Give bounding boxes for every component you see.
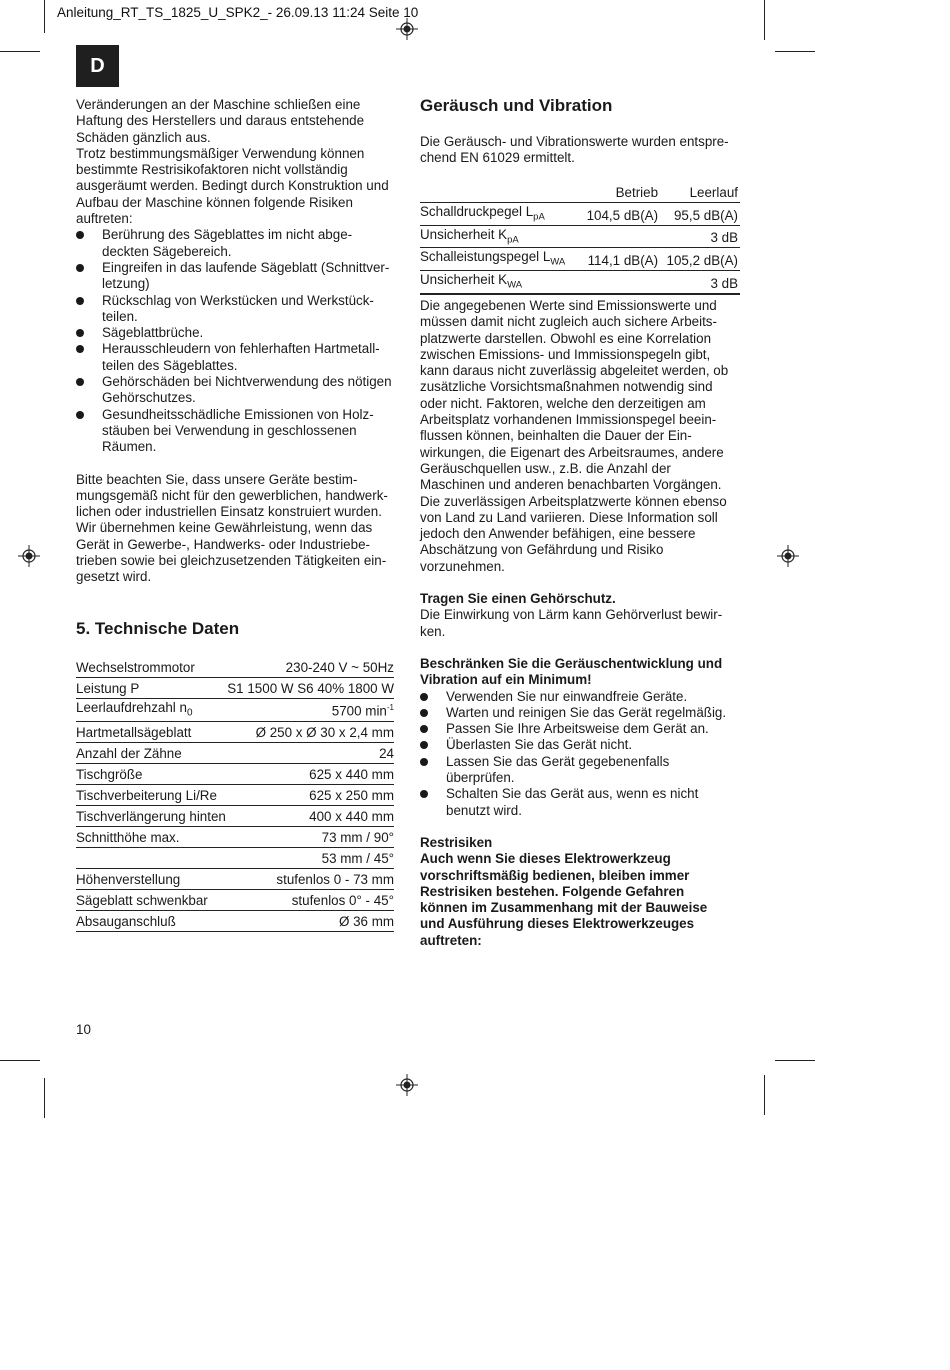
text-line: Räumen. bbox=[102, 439, 157, 455]
text-line: Überlasten Sie das Gerät nicht. bbox=[446, 737, 633, 753]
rest-line-text: auftreten: bbox=[420, 932, 482, 948]
spec-label: Schnitthöhe max. bbox=[76, 826, 227, 847]
spec-value-sup: -1 bbox=[386, 703, 394, 713]
noise-heading: Geräusch und Vibration bbox=[420, 96, 613, 115]
rest-line bbox=[420, 868, 740, 884]
text-line: Sägeblattbrüche. bbox=[102, 325, 204, 341]
rest-line-text: Restrisiken bestehen. Folgende Gefahren bbox=[420, 883, 685, 899]
file-header: Anleitung_RT_TS_1825_U_SPK2_- 26.09.13 11:24 Seite 10 bbox=[57, 5, 419, 20]
crop-mark bbox=[44, 0, 45, 33]
noise-label-cell bbox=[420, 225, 580, 248]
list-item bbox=[420, 737, 740, 753]
column-header: Leerlauf bbox=[660, 182, 740, 203]
text-line: letzung) bbox=[102, 276, 150, 292]
text-line: überprüfen. bbox=[446, 770, 515, 786]
crop-mark bbox=[0, 51, 40, 52]
text-line: Herausschleudern von fehlerhaften Hartmetall- bbox=[102, 341, 380, 357]
emission-paragraph bbox=[420, 298, 740, 949]
text-line: stäuben bei Verwendung in geschlossenen bbox=[102, 422, 357, 438]
spec-label: Anzahl der Zähne bbox=[76, 742, 227, 763]
noise-betrieb: 114,1 dB(A) bbox=[580, 248, 660, 271]
table-row bbox=[76, 805, 394, 826]
text-line: Passen Sie Ihre Arbeitsweise dem Gerät an. bbox=[446, 721, 709, 737]
spec-label: Wechselstrommotor bbox=[76, 657, 227, 678]
table-row bbox=[76, 742, 394, 763]
rest-line bbox=[420, 884, 740, 900]
text-line: Gesundheitsschädliche Emissionen von Holz- bbox=[102, 406, 374, 422]
list-item bbox=[76, 293, 396, 326]
bullet-icon bbox=[420, 725, 428, 733]
rest-heading-text: Restrisiken bbox=[420, 834, 493, 850]
registration-mark-icon bbox=[18, 545, 40, 567]
text-line: Die Einwirkung von Lärm kann Gehörverlust bewir- bbox=[420, 607, 723, 623]
table-row bbox=[420, 225, 740, 248]
table-header-empty bbox=[420, 182, 580, 203]
noise-label-cell bbox=[420, 271, 580, 294]
text-line: chend EN 61029 ermittelt. bbox=[420, 150, 575, 166]
registration-mark-icon bbox=[777, 545, 799, 567]
rest-line bbox=[420, 916, 740, 932]
table-row bbox=[76, 910, 394, 931]
usage-paragraph bbox=[76, 472, 396, 586]
bullet-icon bbox=[420, 790, 428, 798]
text-line: ken. bbox=[420, 623, 446, 639]
text-line: Arbeitsplatz vorhandenen Immissionspegel beein- bbox=[420, 412, 717, 428]
spec-label bbox=[76, 847, 227, 868]
text-line: Aufbau der Maschine können folgende Risiken bbox=[76, 194, 353, 210]
text-line: wirkungen, die Eigenart des Arbeitsraumes, andere bbox=[420, 444, 724, 460]
text-line: Schalten Sie das Gerät aus, wenn es nicht bbox=[446, 786, 699, 802]
text-line: mungsgemäß nicht für den gewerblichen, handwerk- bbox=[76, 487, 388, 503]
intro-paragraph bbox=[76, 97, 396, 227]
bullet-icon bbox=[76, 231, 84, 239]
rest-line bbox=[420, 933, 740, 949]
text-line: vorzunehmen. bbox=[420, 558, 505, 574]
list-item bbox=[420, 754, 740, 787]
column-header: Betrieb bbox=[580, 182, 660, 203]
limit-heading bbox=[420, 672, 740, 688]
text-line: ausgeräumt werden. Bedingt durch Konstruktion und bbox=[76, 178, 389, 194]
noise-intro bbox=[420, 134, 740, 167]
text-line: deckten Sägebereich. bbox=[102, 243, 232, 259]
list-item bbox=[76, 374, 396, 407]
text-line: Veränderungen an der Maschine schließen eine bbox=[76, 97, 361, 112]
table-row bbox=[76, 699, 394, 722]
table-row bbox=[420, 203, 740, 226]
spec-value: stufenlos 0 - 73 mm bbox=[227, 868, 394, 889]
text-line: Verwenden Sie nur einwandfreie Geräte. bbox=[446, 688, 688, 704]
noise-betrieb bbox=[580, 225, 660, 248]
table-row bbox=[76, 678, 394, 699]
spec-value: 53 mm / 45° bbox=[227, 847, 394, 868]
noise-leerlauf: 3 dB bbox=[660, 225, 740, 248]
limit-section bbox=[420, 656, 740, 819]
noise-label: Unsicherheit K bbox=[420, 272, 508, 288]
text-line: Lassen Sie das Gerät gegebenenfalls bbox=[446, 753, 670, 769]
text-line: Die zuverlässigen Arbeitsplatzwerte können ebenso bbox=[420, 493, 727, 509]
crop-mark bbox=[775, 1060, 815, 1061]
table-header-row bbox=[420, 182, 740, 203]
spec-label: Tischgröße bbox=[76, 763, 227, 784]
spec-value: 625 x 440 mm bbox=[227, 763, 394, 784]
text-line: müssen damit nicht zugleich auch sichere Arbeits- bbox=[420, 314, 717, 330]
noise-label: Unsicherheit K bbox=[420, 226, 508, 242]
table-row bbox=[76, 784, 394, 805]
spec-value: 400 x 440 mm bbox=[227, 805, 394, 826]
list-item bbox=[76, 260, 396, 293]
rest-line-text: vorschriftsmäßig bedienen, bleiben immer bbox=[420, 867, 690, 883]
text-line: zwischen Emissions- und Immissionspegeln gibt, bbox=[420, 346, 711, 362]
crop-mark bbox=[764, 1075, 765, 1115]
table-row bbox=[76, 826, 394, 847]
table-row bbox=[76, 657, 394, 678]
risk-list bbox=[76, 227, 396, 455]
text-line: Die angegebenen Werte sind Emissionswerte und bbox=[420, 298, 717, 313]
spec-value: Ø 250 x Ø 30 x 2,4 mm bbox=[227, 721, 394, 742]
registration-mark-icon bbox=[396, 1074, 418, 1096]
spec-value: 625 x 250 mm bbox=[227, 784, 394, 805]
text-line: trieben sowie bei gleichzusetzenden Tätigkeiten ein- bbox=[76, 553, 387, 569]
rest-line-text: und Ausführung dieses Elektrowerkzeuges bbox=[420, 916, 695, 932]
table-row bbox=[76, 889, 394, 910]
bullet-icon bbox=[420, 693, 428, 701]
table-row bbox=[76, 763, 394, 784]
hearing-heading-text: Tragen Sie einen Gehörschutz. bbox=[420, 591, 616, 607]
list-item bbox=[76, 325, 396, 341]
spec-label-sub: 0 bbox=[186, 707, 193, 719]
noise-leerlauf: 95,5 dB(A) bbox=[660, 203, 740, 226]
list-item bbox=[76, 227, 396, 260]
rest-heading bbox=[420, 835, 740, 851]
bullet-icon bbox=[420, 709, 428, 717]
spec-table bbox=[76, 657, 394, 932]
bullet-icon bbox=[420, 758, 428, 766]
spec-value: 73 mm / 90° bbox=[227, 826, 394, 847]
rest-section bbox=[420, 835, 740, 949]
list-item bbox=[420, 705, 740, 721]
text-line: gesetzt wird. bbox=[76, 569, 152, 585]
bullet-icon bbox=[76, 378, 84, 386]
text-line: Berührung des Sägeblattes im nicht abge- bbox=[102, 227, 353, 243]
spec-label: Hartmetallsägeblatt bbox=[76, 721, 227, 742]
text-line: platzwerte darstellen. Obwohl es eine Korrelation bbox=[420, 330, 712, 346]
text-line: Abschätzung von Gefährdung und Risiko bbox=[420, 542, 664, 558]
bullet-icon bbox=[76, 411, 84, 419]
table-row bbox=[420, 271, 740, 294]
spec-label: Sägeblatt schwenkbar bbox=[76, 889, 227, 910]
text-line: teilen des Sägeblattes. bbox=[102, 357, 238, 373]
crop-mark bbox=[0, 1060, 40, 1061]
text-line: Gehörschutzes. bbox=[102, 390, 196, 406]
text-line: Gerät in Gewerbe-, Handwerks- oder Industriebe- bbox=[76, 536, 370, 552]
rest-line-text: können im Zusammenhang mit der Bauweise bbox=[420, 900, 708, 916]
spec-label: Höhenverstellung bbox=[76, 868, 227, 889]
text-line: Geräuschquellen usw., z.B. die Anzahl der bbox=[420, 460, 671, 476]
bullet-icon bbox=[76, 329, 84, 337]
rest-line bbox=[420, 851, 740, 867]
text-line: Eingreifen in das laufende Sägeblatt (Schnittver- bbox=[102, 259, 390, 275]
rest-line-text: Auch wenn Sie dieses Elektrowerkzeug bbox=[420, 851, 671, 867]
table-row bbox=[420, 248, 740, 271]
table-row bbox=[76, 847, 394, 868]
spec-value: 5700 min bbox=[331, 703, 387, 719]
noise-betrieb bbox=[580, 271, 660, 294]
text-line: Gehörschäden bei Nichtverwendung des nötigen bbox=[102, 374, 392, 390]
limit-heading bbox=[420, 656, 740, 672]
noise-leerlauf: 105,2 dB(A) bbox=[660, 248, 740, 271]
left-column bbox=[76, 97, 396, 586]
noise-label-sub: pA bbox=[507, 234, 519, 246]
spec-label: Tischverlängerung hinten bbox=[76, 805, 227, 826]
limit-heading-text: Vibration auf ein Minimum! bbox=[420, 672, 592, 688]
text-line: zusätzliche Vorsichtsmaßnahmen notwendig sind bbox=[420, 379, 713, 395]
text-line: Wir übernehmen keine Gewährleistung, wenn das bbox=[76, 520, 373, 536]
spec-label: Leistung P bbox=[76, 678, 227, 699]
text-line: Schäden gänzlich aus. bbox=[76, 129, 211, 145]
list-item bbox=[420, 786, 740, 819]
spec-label-cell bbox=[76, 699, 227, 722]
bullet-icon bbox=[76, 297, 84, 305]
crop-mark bbox=[44, 1078, 45, 1118]
bullet-icon bbox=[76, 345, 84, 353]
noise-leerlauf: 3 dB bbox=[660, 271, 740, 294]
text-line: Trotz bestimmungsmäßiger Verwendung können bbox=[76, 145, 365, 161]
noise-label-sub: pA bbox=[533, 211, 545, 223]
noise-label-cell bbox=[420, 248, 580, 271]
noise-label: Schalleistungspegel L bbox=[420, 249, 551, 265]
bullet-icon bbox=[76, 264, 84, 272]
spec-label: Absauganschluß bbox=[76, 910, 227, 931]
language-badge: D bbox=[76, 45, 119, 87]
spec-value-cell bbox=[227, 699, 394, 722]
limit-heading-text: Beschränken Sie die Geräuschentwicklung und bbox=[420, 655, 723, 671]
text-line: auftreten: bbox=[76, 211, 133, 227]
noise-table bbox=[420, 182, 740, 295]
crop-mark bbox=[764, 0, 765, 40]
list-item bbox=[76, 341, 396, 374]
hearing-heading bbox=[420, 591, 740, 607]
text-line: benutzt wird. bbox=[446, 802, 522, 818]
rest-line bbox=[420, 900, 740, 916]
list-item bbox=[420, 721, 740, 737]
text-line: flussen können, beinhalten die Dauer der Ein- bbox=[420, 428, 692, 444]
text-line: oder nicht. Faktoren, welche den derzeitigen am bbox=[420, 395, 706, 411]
text-line: teilen. bbox=[102, 308, 138, 324]
text-line: Bitte beachten Sie, dass unsere Geräte bestim- bbox=[76, 471, 358, 487]
hearing-section bbox=[420, 591, 740, 640]
table-row bbox=[76, 721, 394, 742]
page-number: 10 bbox=[76, 1022, 91, 1037]
list-item bbox=[76, 407, 396, 456]
list-item bbox=[420, 689, 740, 705]
noise-betrieb: 104,5 dB(A) bbox=[580, 203, 660, 226]
tech-data-heading: 5. Technische Daten bbox=[76, 619, 240, 638]
spec-value: Ø 36 mm bbox=[227, 910, 394, 931]
text-line: von Land zu Land variieren. Diese Information soll bbox=[420, 509, 718, 525]
text-line: Warten und reinigen Sie das Gerät regelmäßig. bbox=[446, 704, 727, 720]
text-line: kann daraus nicht zuverlässig abgeleitet werden, ob bbox=[420, 363, 729, 379]
text-line: Haftung des Herstellers und daraus entstehende bbox=[76, 113, 365, 129]
registration-mark-icon bbox=[396, 18, 418, 40]
text-line: jedoch den Anwender befähigen, eine bessere bbox=[420, 526, 696, 542]
spec-label: Tischverbeiterung Li/Re bbox=[76, 784, 227, 805]
text-line: Die Geräusch- und Vibrationswerte wurden entspre- bbox=[420, 134, 729, 149]
bullet-icon bbox=[420, 741, 428, 749]
spec-value: stufenlos 0° - 45° bbox=[227, 889, 394, 910]
table-row bbox=[76, 868, 394, 889]
spec-value: S1 1500 W S6 40% 1800 W bbox=[227, 678, 394, 699]
noise-label: Schalldruckpegel L bbox=[420, 204, 534, 219]
crop-mark bbox=[775, 51, 815, 52]
noise-label-sub: WA bbox=[507, 279, 523, 291]
spec-value: 24 bbox=[227, 742, 394, 763]
text-line: Maschinen und anderen benachbarten Vorgängen. bbox=[420, 477, 722, 493]
noise-label-sub: WA bbox=[550, 257, 566, 269]
noise-label-cell bbox=[420, 203, 580, 226]
spec-label: Leerlaufdrehzahl n bbox=[76, 700, 187, 715]
limit-list bbox=[420, 689, 740, 819]
text-line: lichen oder industriellen Einsatz konstruiert wurden. bbox=[76, 504, 382, 520]
text-line: Rückschlag von Werkstücken und Werkstück- bbox=[102, 292, 374, 308]
spec-value: 230-240 V ~ 50Hz bbox=[227, 657, 394, 678]
text-line: bestimmte Restrisikofaktoren nicht vollständig bbox=[76, 162, 348, 178]
